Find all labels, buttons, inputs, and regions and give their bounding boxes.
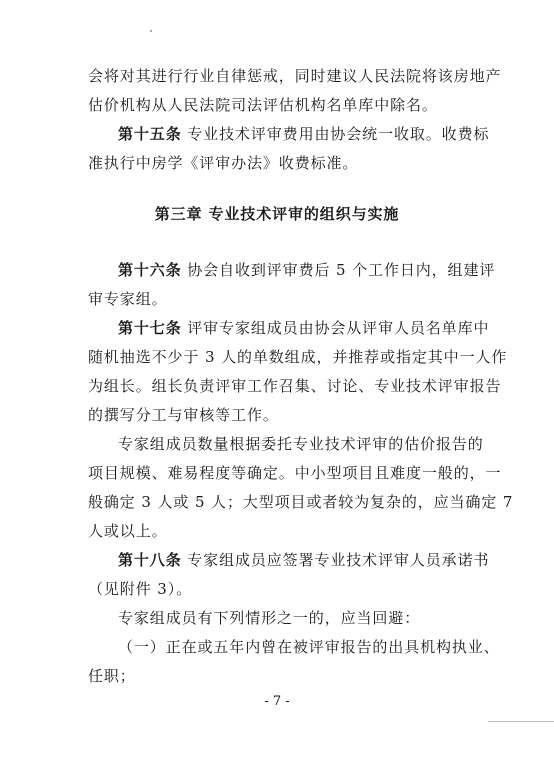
line-text: 随机抽选不少于 3 人的单数组成，并推荐或指定其中一人作 — [88, 348, 508, 366]
line-text: 评审专家组成员由协会从评审人员名单库中 — [181, 319, 490, 337]
article-15-line — [118, 124, 488, 144]
scan-speck — [150, 30, 152, 32]
line-text: 审专家组。 — [88, 290, 168, 308]
chapter-title: 第三章 专业技术评审的组织与实施 — [154, 205, 400, 223]
paragraph-line — [88, 405, 488, 425]
line-text: 协会自收到评审费后 5 个工作日内，组建评 — [181, 261, 496, 279]
paragraph-line — [88, 95, 488, 115]
paragraph-line — [88, 521, 488, 541]
line-text: 专家组成员有下列情形之一的，应当回避： — [118, 609, 421, 627]
paragraph-line — [88, 66, 502, 86]
line-text: （见附件 3）。 — [88, 580, 193, 598]
line-text: 专家组成员数量根据委托专业技术评审的估价报告的 — [118, 435, 484, 453]
paragraph-line — [88, 579, 488, 599]
margin-rule — [488, 721, 554, 722]
line-text: 专业技术评审费用由协会统一收取。收费标 — [181, 125, 490, 143]
paragraph-line — [88, 347, 508, 367]
paragraph-line — [88, 376, 502, 396]
article-18-line — [118, 550, 488, 570]
list-item — [118, 637, 500, 657]
line-text: 项目规模、难易程度等确定。中小型项目且难度一般的，一 — [88, 464, 502, 482]
article-heading: 第十八条 — [118, 551, 182, 569]
paragraph-line — [88, 289, 488, 309]
paragraph-line — [88, 492, 514, 512]
line-text: （一）正在或五年内曾在被评审报告的出具机构执业、 — [118, 638, 500, 656]
line-text: 任职； — [88, 667, 136, 685]
line-text: 人或以上。 — [88, 522, 168, 540]
paragraph-line — [88, 153, 488, 173]
article-16-line — [118, 260, 496, 280]
paragraph-line — [118, 434, 488, 454]
article-heading: 第十五条 — [118, 125, 182, 143]
line-text: 估价机构从人民法院司法评估机构名单库中除名。 — [88, 96, 438, 114]
line-text: 般确定 3 人或 5 人；大型项目或者较为复杂的，应当确定 7 — [88, 493, 514, 511]
paragraph-line — [88, 666, 488, 686]
paragraph-line — [118, 608, 488, 628]
article-17-line — [118, 318, 488, 338]
line-text: 会将对其进行行业自律惩戒，同时建议人民法院将该房地产 — [88, 67, 502, 85]
paragraph-line — [88, 463, 502, 483]
article-heading: 第十七条 — [118, 319, 182, 337]
article-heading: 第十六条 — [118, 261, 182, 279]
line-text: 专家组成员应签署专业技术评审人员承诺书 — [181, 551, 490, 569]
page-number: - 7 - — [264, 694, 290, 709]
line-text: 的撰写分工与审核等工作。 — [88, 406, 279, 424]
line-text: 准执行中房学《评审办法》收费标准。 — [88, 154, 359, 172]
line-text: 为组长。组长负责评审工作召集、讨论、专业技术评审报告 — [88, 377, 502, 395]
